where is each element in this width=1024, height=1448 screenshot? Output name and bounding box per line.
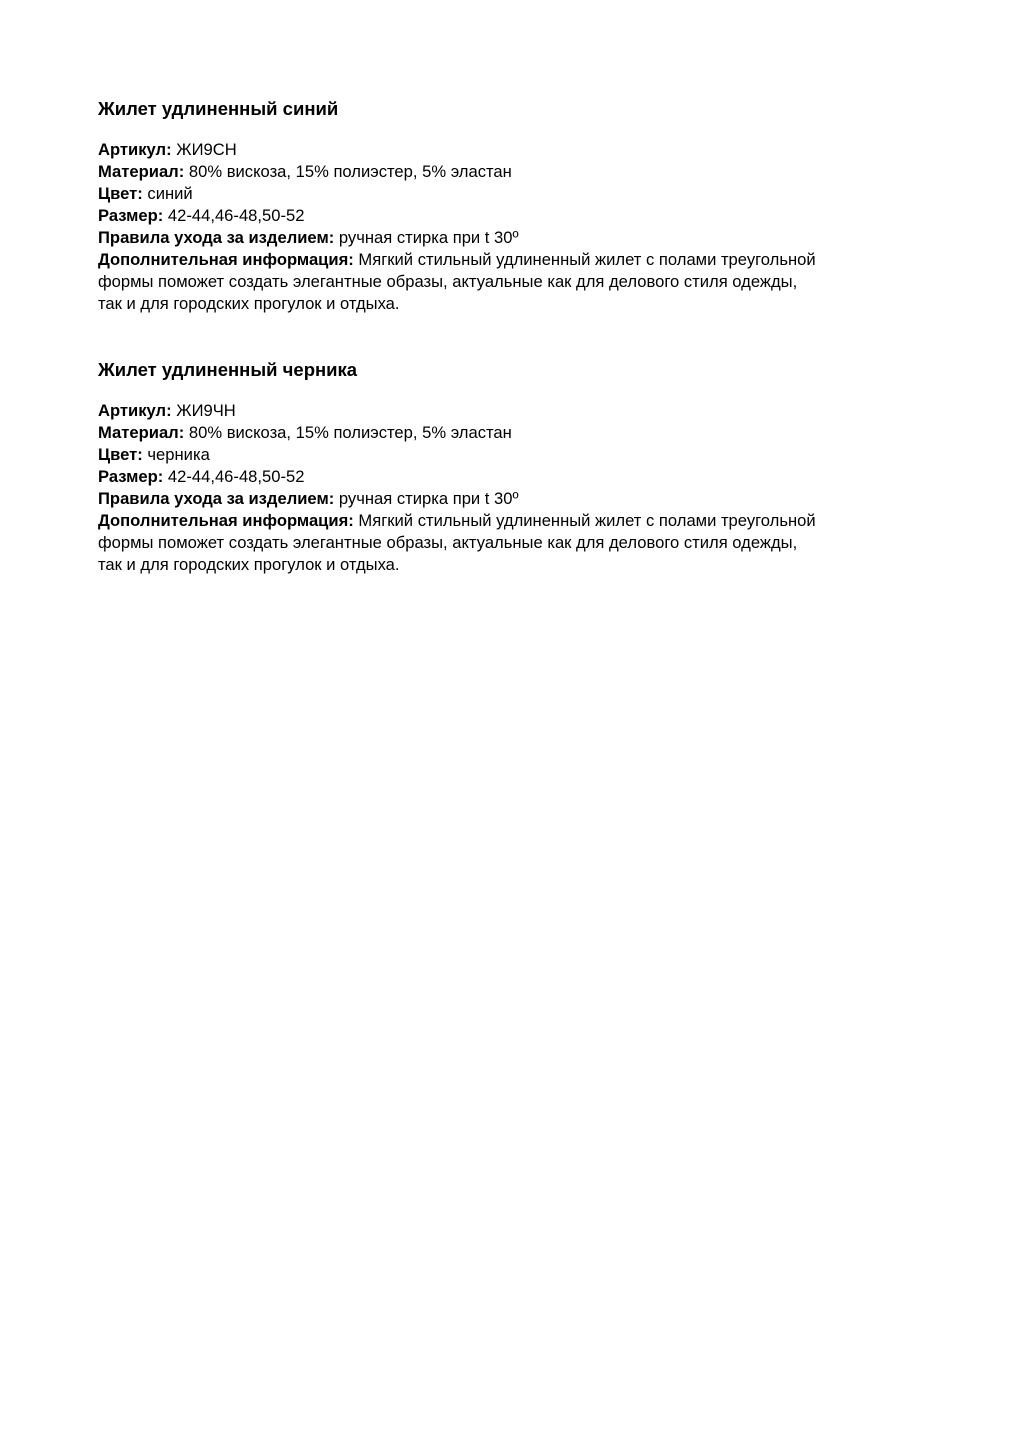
product-title: Жилет удлиненный синий — [98, 98, 339, 119]
care-value: ручная стирка при t 30º — [338, 228, 519, 247]
sku-value: ЖИ9СН — [176, 140, 237, 159]
size-value: 42-44,46-48,50-52 — [167, 467, 305, 486]
color-value: синий — [147, 184, 193, 203]
info-line-1: Мягкий стильный удлиненный жилет с полами треугольной — [358, 250, 816, 269]
sku-value: ЖИ9ЧН — [176, 401, 236, 420]
care-row — [98, 227, 938, 249]
material-label: Материал: — [98, 423, 185, 442]
info-line-3: так и для городских прогулок и отдыха. — [98, 294, 400, 313]
info-line-2: формы поможет создать элегантные образы, актуальные как для делового стиля одежды, — [98, 272, 798, 291]
size-row — [98, 466, 938, 488]
care-value: ручная стирка при t 30º — [338, 489, 519, 508]
size-label: Размер: — [98, 206, 164, 225]
material-row — [98, 422, 938, 444]
size-row — [98, 205, 938, 227]
care-label: Правила ухода за изделием: — [98, 489, 335, 508]
material-row — [98, 161, 938, 183]
sku-label: Артикул: — [98, 140, 172, 159]
color-label: Цвет: — [98, 445, 143, 464]
color-row — [98, 444, 938, 466]
info-label: Дополнительная информация: — [98, 250, 354, 269]
size-value: 42-44,46-48,50-52 — [167, 206, 305, 225]
sku-label: Артикул: — [98, 401, 172, 420]
color-row — [98, 183, 938, 205]
color-value: черника — [147, 445, 210, 464]
product-card — [98, 97, 938, 315]
info-line-1: Мягкий стильный удлиненный жилет с полами треугольной — [358, 511, 816, 530]
sku-row — [98, 139, 938, 161]
info-line-2: формы поможет создать элегантные образы, актуальные как для делового стиля одежды, — [98, 533, 798, 552]
info-line-3: так и для городских прогулок и отдыха. — [98, 555, 400, 574]
info-row — [98, 249, 938, 315]
info-label: Дополнительная информация: — [98, 511, 354, 530]
sku-row — [98, 400, 938, 422]
material-label: Материал: — [98, 162, 185, 181]
size-label: Размер: — [98, 467, 164, 486]
material-value: 80% вискоза, 15% полиэстер, 5% эластан — [188, 162, 512, 181]
product-title: Жилет удлиненный черника — [98, 359, 358, 380]
document-page — [98, 97, 938, 619]
info-row — [98, 510, 938, 576]
care-row — [98, 488, 938, 510]
color-label: Цвет: — [98, 184, 143, 203]
product-card — [98, 358, 938, 576]
care-label: Правила ухода за изделием: — [98, 228, 335, 247]
material-value: 80% вискоза, 15% полиэстер, 5% эластан — [188, 423, 512, 442]
